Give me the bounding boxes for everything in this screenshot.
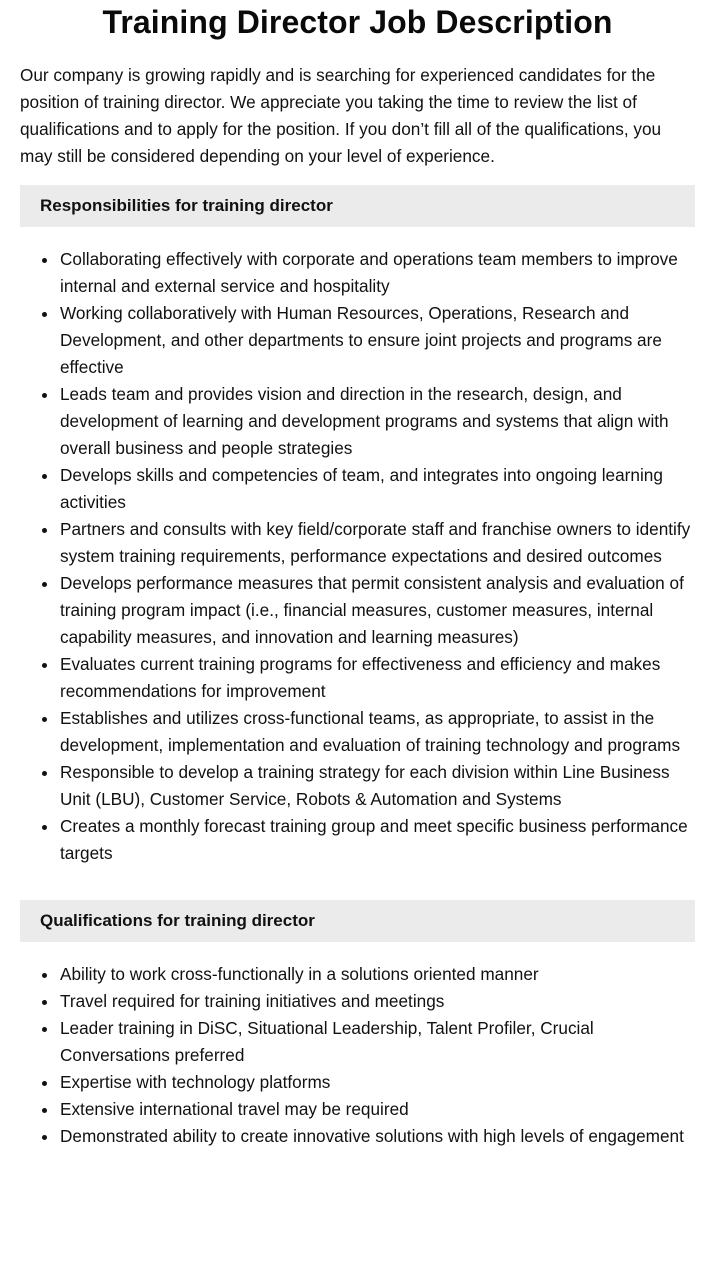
list-item: Leader training in DiSC, Situational Leadership, Talent Profiler, Crucial Conversations preferred xyxy=(60,1015,695,1069)
responsibilities-list xyxy=(20,246,695,867)
qualifications-list xyxy=(20,961,695,1150)
section-heading-qualifications: Qualifications for training director xyxy=(20,900,695,942)
page-title: Training Director Job Description xyxy=(102,4,613,40)
list-item: Develops skills and competencies of team, and integrates into ongoing learning activities xyxy=(60,462,695,516)
list-item: Expertise with technology platforms xyxy=(60,1069,695,1096)
list-item: Creates a monthly forecast training group and meet specific business performance targets xyxy=(60,813,695,867)
list-item: Ability to work cross-functionally in a solutions oriented manner xyxy=(60,961,695,988)
list-item: Leads team and provides vision and direction in the research, design, and development of learning and development programs and systems that align with overall business and people strategies xyxy=(60,381,695,462)
list-item: Develops performance measures that permit consistent analysis and evaluation of training program impact (i.e., financial measures, customer measures, internal capability measures, and innovation and learning measures) xyxy=(60,570,695,651)
qualifications-section xyxy=(20,900,695,1150)
list-item: Evaluates current training programs for effectiveness and efficiency and makes recommendations for improvement xyxy=(60,651,695,705)
list-item: Extensive international travel may be required xyxy=(60,1096,695,1123)
section-heading-responsibilities: Responsibilities for training director xyxy=(20,185,695,227)
section-spacer xyxy=(20,867,695,885)
list-item: Collaborating effectively with corporate and operations team members to improve internal and external service and hospitality xyxy=(60,246,695,300)
intro-paragraph: Our company is growing rapidly and is searching for experienced candidates for the position of training director. We appreciate you taking the time to review the list of qualifications and to apply for the position. If you don’t fill all of the qualifications, you may still be considered depending on your level of experience. xyxy=(20,65,662,166)
list-item: Partners and consults with key field/corporate staff and franchise owners to identify system training requirements, performance expectations and desired outcomes xyxy=(60,516,695,570)
list-item: Establishes and utilizes cross-functional teams, as appropriate, to assist in the development, implementation and evaluation of training technology and programs xyxy=(60,705,695,759)
list-item: Demonstrated ability to create innovative solutions with high levels of engagement xyxy=(60,1123,695,1150)
list-item: Working collaboratively with Human Resources, Operations, Research and Development, and other departments to ensure joint projects and programs are effective xyxy=(60,300,695,381)
list-item: Responsible to develop a training strategy for each division within Line Business Unit (LBU), Customer Service, Robots & Automation and Systems xyxy=(60,759,695,813)
list-item: Travel required for training initiatives and meetings xyxy=(60,988,695,1015)
responsibilities-section xyxy=(20,185,695,867)
